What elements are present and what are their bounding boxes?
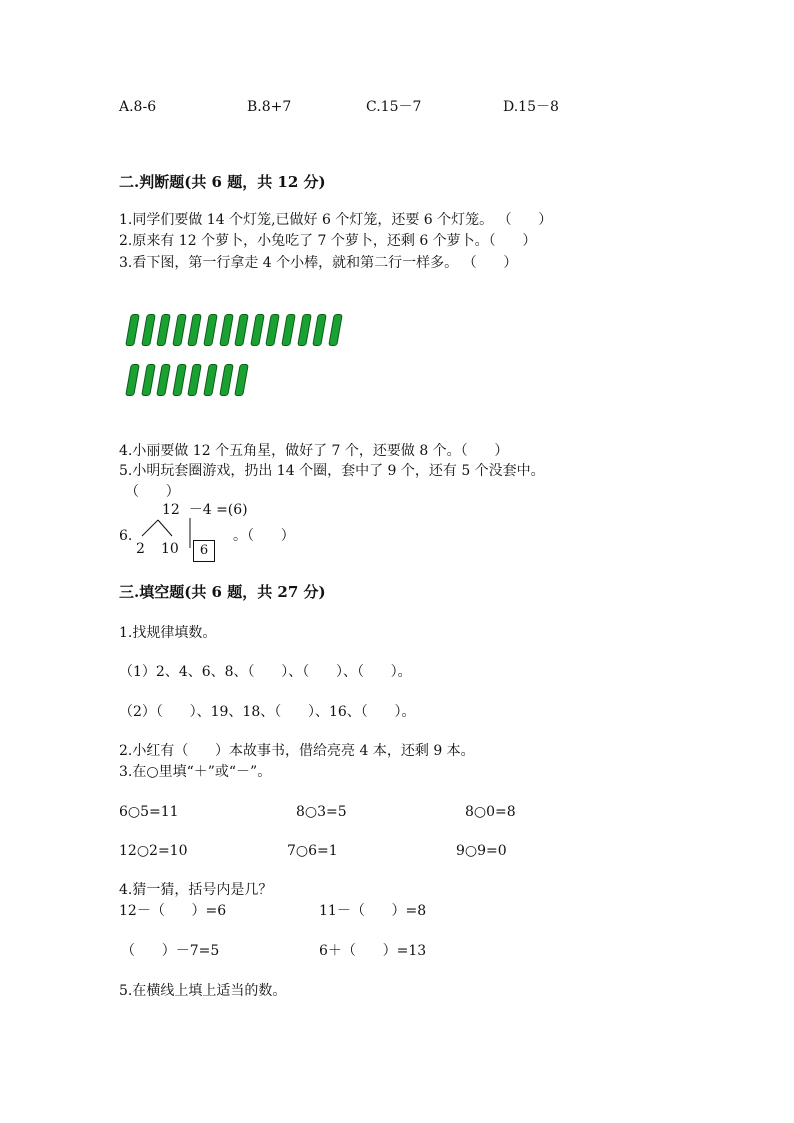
counting-stick [125, 364, 140, 396]
counting-stick [234, 364, 249, 396]
fill-q3-item: 8○0=8 [465, 804, 516, 820]
fill-q3-item: 7○6=1 [287, 843, 338, 859]
option-a: A.8-6 [119, 99, 157, 115]
fill-q4: 4.猜一猜，括号内是几？ [119, 882, 273, 898]
option-d: D.15－8 [503, 99, 559, 115]
counting-stick [188, 364, 203, 396]
fill-q3-item: 6○5=11 [119, 804, 179, 820]
fill-q3-item: 9○9=0 [456, 843, 507, 859]
fill-q1-b: （2）（ ）、19、18、（ ）、16、（ ）。 [119, 704, 416, 720]
counting-stick [172, 364, 187, 396]
counting-stick [234, 314, 249, 346]
fill-q1: 1.找规律填数。 [119, 625, 217, 641]
fill-q4-item: 6＋（ ）=13 [319, 943, 427, 959]
counting-stick [281, 314, 296, 346]
fill-q4-item: （ ）－7=5 [121, 943, 220, 959]
fill-q3-item: 12○2=10 [119, 843, 188, 859]
option-c: C.15－7 [366, 99, 422, 115]
section-3-title: 三.填空题(共 6 题，共 27 分) [119, 583, 326, 601]
fill-q4-item: 11－（ ）=8 [319, 903, 427, 919]
judge-q3: 3.看下图，第一行拿走 4 个小棒，就和第二行一样多。 （ ） [119, 255, 518, 271]
q6-number: 6. [119, 528, 133, 544]
fill-q2: 2.小红有（ ）本故事书，借给亮亮 4 本，还剩 9 本。 [119, 743, 475, 759]
counting-stick [125, 314, 140, 346]
judge-q1: 1.同学们要做 14 个灯笼,已做好 6 个灯笼，还要 6 个灯笼。 （ ） [119, 212, 553, 228]
counting-stick [219, 364, 234, 396]
judge-q2: 2.原来有 12 个萝卜，小兔吃了 7 个萝卜，还剩 6 个萝卜。（ ） [119, 233, 537, 249]
counting-stick [172, 314, 187, 346]
q6-two: 2 [136, 541, 145, 557]
fill-q4-item: 12－（ ）=6 [119, 903, 227, 919]
fill-q1-a: （1）2、4、6、8、（ ）、（ ）、（ ）。 [119, 664, 412, 680]
counting-stick [219, 314, 234, 346]
counting-stick [156, 364, 171, 396]
fill-q3: 3.在○里填“＋”或“－”。 [119, 764, 272, 780]
counting-stick [203, 364, 218, 396]
section-2-title: 二.判断题(共 6 题，共 12 分) [119, 173, 326, 191]
q6-ten: 10 [161, 541, 179, 557]
q6-tail: 。（ ） [233, 528, 295, 544]
counting-stick [266, 314, 281, 346]
counting-stick [250, 314, 265, 346]
fill-q5: 5.在横线上填上适当的数。 [119, 983, 287, 999]
counting-stick [156, 314, 171, 346]
counting-stick [297, 314, 312, 346]
fill-q3-item: 8○3=5 [296, 804, 347, 820]
counting-stick [312, 314, 327, 346]
counting-stick [141, 364, 156, 396]
counting-stick [203, 314, 218, 346]
judge-q4: 4.小丽要做 12 个五角星，做好了 7 个，还要做 8 个。（ ） [119, 443, 509, 459]
counting-stick [141, 314, 156, 346]
option-b: B.8+7 [247, 99, 292, 115]
counting-stick [188, 314, 203, 346]
judge-q5-paren: （ ） [125, 484, 180, 500]
judge-q5: 5.小明玩套圈游戏，扔出 14 个圈，套中了 9 个，还有 5 个没套中。 [119, 463, 545, 479]
counting-stick [328, 314, 343, 346]
q6-expression: 12 －4 =(6) [162, 502, 248, 518]
q6-answer-box: 6 [193, 540, 215, 562]
